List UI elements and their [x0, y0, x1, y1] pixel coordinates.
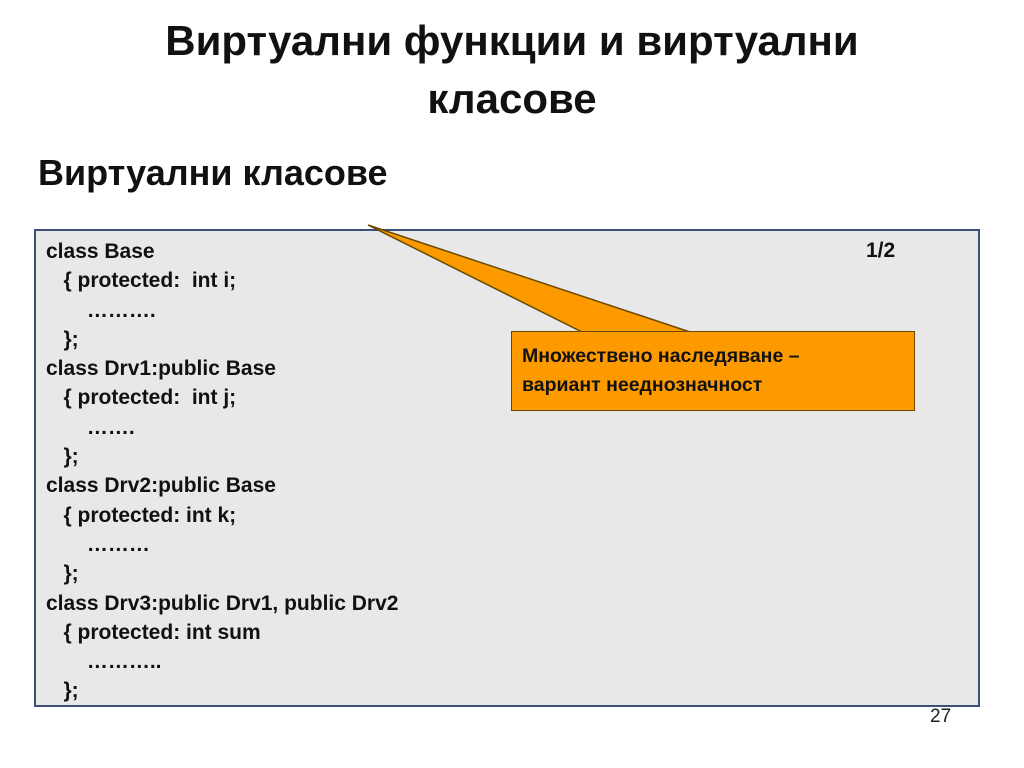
callout-box: [511, 331, 915, 411]
slide-title-line-1: Виртуални функции и виртуални: [165, 17, 859, 64]
code-line: { protected: int k;: [46, 503, 237, 527]
code-line: { protected: int i;: [46, 269, 237, 293]
code-line: };: [46, 327, 79, 351]
code-line: ………..: [46, 650, 162, 674]
code-line: class Base: [46, 240, 155, 263]
code-line: };: [46, 445, 79, 469]
code-listing: [46, 237, 398, 706]
code-line: class Drv2:public Base: [46, 474, 276, 498]
code-line: };: [46, 679, 79, 703]
code-line: { protected: int sum: [46, 620, 261, 644]
code-line: …….: [46, 415, 135, 439]
callout-text-line-1: Множествено наследяване –: [522, 345, 800, 367]
code-line: class Drv3:public Drv1, public Drv2: [46, 591, 399, 615]
code-line: };: [46, 562, 79, 586]
code-line: ……….: [46, 298, 156, 322]
slide-number: 27: [930, 706, 952, 727]
code-line: class Drv1:public Base: [46, 357, 276, 381]
slide-title-line-2: класове: [427, 75, 597, 122]
code-listing-box: [34, 229, 980, 707]
code-line: ………: [46, 532, 150, 556]
section-heading: Виртуални класове: [38, 152, 388, 193]
callout-text-line-2: вариант нееднозначност: [522, 374, 763, 396]
code-line: { protected: int j;: [46, 386, 237, 410]
page-fraction: 1/2: [866, 239, 896, 262]
slide-title: [0, 12, 1024, 128]
